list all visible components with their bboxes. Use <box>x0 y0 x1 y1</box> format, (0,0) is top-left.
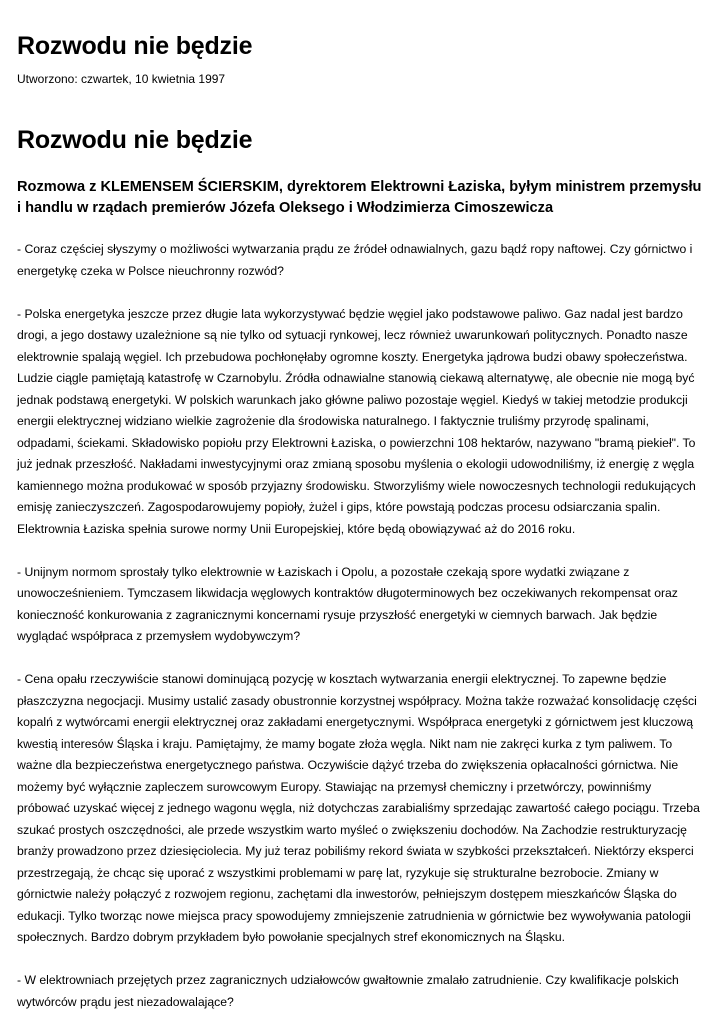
article-body <box>17 239 707 1035</box>
paragraph-answer-2: - Cena opału rzeczywiście stanowi dominującą pozycję w kosztach wytwarzania energii elektrycznej. To zapewne będzie płaszczyzna negocjacji. Musimy ustalić zasady obustronnie korzystnej współpracy. Można także rozważać konsolidację części kopalń z wytwórcami energii elektrycznej oraz zakładami energetycznymi. Współpraca energetyki z górnictwem jest kluczową kwestią interesów Śląska i kraju. Pamiętajmy, że mamy bogate złoża węgla. Nikt nam nie zakręci kurka z tym paliwem. To ważne dla bezpieczeństwa energetycznego państwa. Oczywiście dążyć trzeba do zwiększenia opłacalności górnictwa. Nie możemy być wyłącznie zapleczem surowcowym Europy. Stawiając na przemysł chemiczny i przetwórczy, powinniśmy próbować uzyskać więcej z jednego wagonu węgla, niż dotychczas zarabialiśmy sprzedając zawartość całego pociągu. Trzeba szukać prostych oszczędności, ale przede wszystkim warto myśleć o zwiększeniu dochodów. Na Zachodzie restrukturyzację branży prowadzono przez dziesięciolecia. My już teraz pobiliśmy rekord świata w szybkości przekształceń. Niektórzy eksperci przestrzegają, że chcąc się uporać z wszystkimi problemami w parę lat, ryzykuje się strukturalne bezrobocie. Zmiany w górnictwie należy połączyć z rozwojem regionu, zachętami dla inwestorów, pełniejszym dostępem mieszkańców Śląska do edukacji. Tylko tworząc nowe miejsca pracy spowodujemy zmniejszenie zatrudnienia w górnictwie bez wywoływania patologii społecznych. Bardzo dobrym przykładem było powołanie specjalnych stref ekonomicznych na Śląsku. <box>17 672 700 944</box>
paragraph-question-3: - W elektrowniach przejętych przez zagranicznych udziałowców gwałtownie zmalało zatrudnienie. Czy kwalifikacje polskich wytwórców prądu jest niezadowalające? <box>17 973 679 1009</box>
article-title: Rozwodu nie będzie <box>17 126 253 154</box>
article-lead: Rozmowa z KLEMENSEM ŚCIERSKIM, dyrektorem Elektrowni Łaziska, byłym ministrem przemysłu i handlu w rządach premierów Józefa Oleksego i Włodzimierza Cimoszewicza <box>17 179 702 216</box>
page-title: Rozwodu nie będzie <box>17 32 253 60</box>
paragraph-question-2: - Unijnym normom sprostały tylko elektrownie w Łaziskach i Opolu, a pozostałe czekają spore wydatki związane z unowocześnieniem. Tymczasem likwidacja węglowych kontraktów długoterminowych bez oczekiwanych rekompensat oraz konieczność konkurowania z zagranicznymi koncernami rysuje przyszłość energetyki w ciemnych barwach. Jak będzie wyglądać współpraca z przemysłem wydobywczym? <box>17 564 678 643</box>
created-date: Utworzono: czwartek, 10 kwietnia 1997 <box>17 72 226 86</box>
paragraph-question-1: - Coraz częściej słyszymy o możliwości wytwarzania prądu ze źródeł odnawialnych, gazu bądź ropy naftowej. Czy górnictwo i energetykę czeka w Polsce nieuchronny rozwód? <box>17 242 693 278</box>
paragraph-answer-1: - Polska energetyka jeszcze przez długie lata wykorzystywać będzie węgiel jako podstawowe paliwo. Gaz nadal jest bardzo drogi, a jego dostawy uzależnione są nie tylko od sytuacji rynkowej, lecz również uwarunkowań politycznych. Ponadto nasze elektrownie spalają węgiel. Ich przebudowa pochłonęłaby ogromne koszty. Energetyka jądrowa budzi obawy społeczeństwa. Ludzie ciągle pamiętają katastrofę w Czarnobylu. Źródła odnawialne stanowią ciekawą alternatywę, ale obecnie nie mogą być jednak podstawą energetyki. W polskich warunkach jako główne paliwo pozostaje węgiel. Kiedyś w takiej metodzie produkcji energii elektrycznej widziano wielkie zagrożenie dla środowiska naturalnego. I faktycznie truliśmy przyrodę spalinami, odpadami, ściekami. Składowisko popiołu przy Elektrowni Łaziska, o powierzchni 108 hektarów, nazywano "bramą piekieł". To już jednak przeszłość. Nakładami inwestycyjnymi oraz zmianą sposobu myślenia o ekologii udowodniliśmy, iż energię z węgla kamiennego można produkować w sposób przyjazny środowisku. Stworzyliśmy wiele nowoczesnych technologii redukujących emisję zanieczyszczeń. Zagospodarowujemy popioły, żużel i gips, które powstają podczas procesu odsiarczania spalin. Elektrownia Łaziska spełnia surowe normy Unii Europejskiej, które będą obowiązywać aż do 2016 roku. <box>17 306 696 536</box>
